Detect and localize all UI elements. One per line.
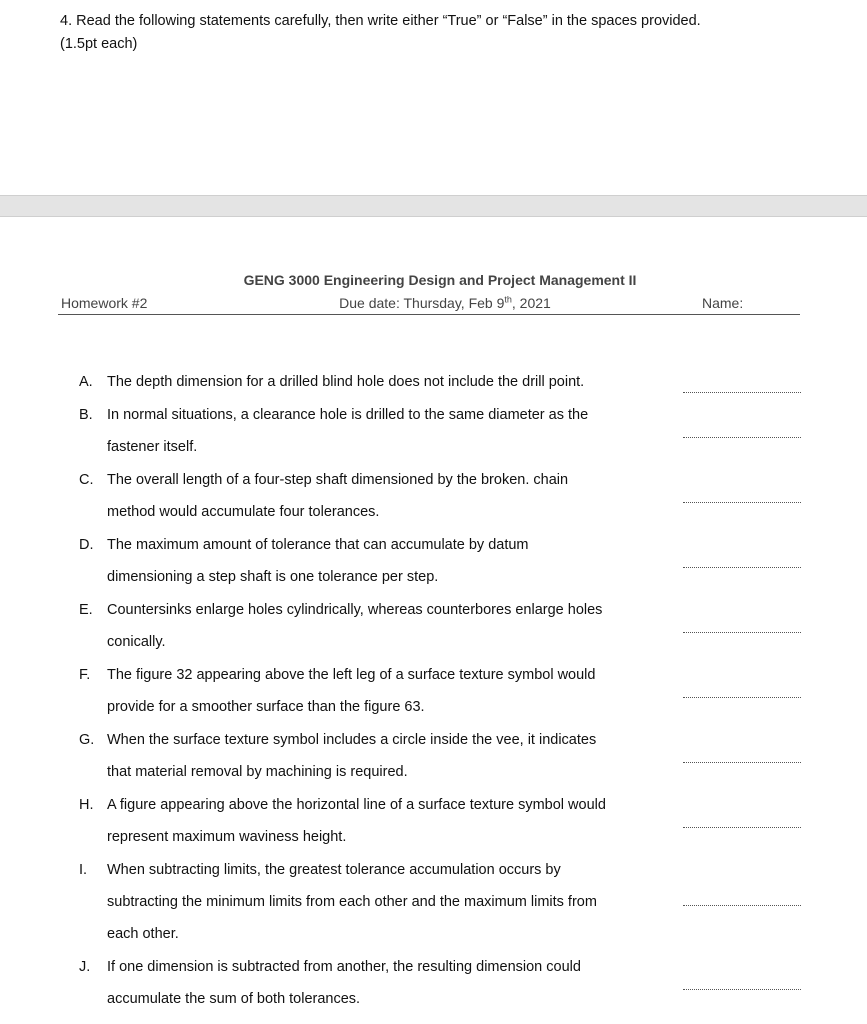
question-text: dimensioning a step shaft is one tolerance per step. xyxy=(107,569,439,585)
question-text: Countersinks enlarge holes cylindrically, whereas counterbores enlarge holes xyxy=(107,602,603,618)
page-separator xyxy=(0,195,867,217)
answer-blank[interactable] xyxy=(683,437,801,438)
question-letter: J. xyxy=(79,959,91,975)
question-letter: C. xyxy=(79,472,94,488)
instructions xyxy=(60,10,840,56)
question-text: The overall length of a four-step shaft dimensioned by the broken. chain xyxy=(107,472,569,488)
answer-blank[interactable] xyxy=(683,762,801,763)
question-text: accumulate the sum of both tolerances. xyxy=(107,991,361,1007)
question-letter: F. xyxy=(79,667,91,683)
question-text: represent maximum waviness height. xyxy=(107,829,347,845)
answer-blank[interactable] xyxy=(683,502,801,503)
header-divider xyxy=(58,314,800,315)
due-date-year: , 2021 xyxy=(511,295,551,311)
question-text: fastener itself. xyxy=(107,439,198,455)
question-letter: I. xyxy=(79,862,88,878)
question-text: A figure appearing above the horizontal line of a surface texture symbol would xyxy=(107,797,606,813)
instructions-line-1: 4. Read the following statements carefully, then write either “True” or “False” in the spaces provided. xyxy=(60,13,701,29)
question-text: The maximum amount of tolerance that can accumulate by datum xyxy=(107,537,529,553)
question-text: that material removal by machining is required. xyxy=(107,764,408,780)
question-text: The figure 32 appearing above the left leg of a surface texture symbol would xyxy=(107,667,596,683)
answer-blank[interactable] xyxy=(683,905,801,906)
course-title: GENG 3000 Engineering Design and Project Management II xyxy=(243,272,637,288)
answer-blank[interactable] xyxy=(683,632,801,633)
question-text: each other. xyxy=(107,926,179,942)
due-date-ordinal: th xyxy=(504,294,512,305)
question-text: method would accumulate four tolerances. xyxy=(107,504,380,520)
answer-blank[interactable] xyxy=(683,697,801,698)
question-text: provide for a smoother surface than the figure 63. xyxy=(107,699,425,715)
question-text: When the surface texture symbol includes a circle inside the vee, it indicates xyxy=(107,732,597,748)
question-letter: E. xyxy=(79,602,93,618)
question-text: conically. xyxy=(107,634,166,650)
question-letter: H. xyxy=(79,797,94,813)
due-date xyxy=(220,295,670,311)
question-text: subtracting the minimum limits from each other and the maximum limits from xyxy=(107,894,597,910)
homework-label: Homework #2 xyxy=(61,295,148,311)
question-letter: G. xyxy=(79,732,95,748)
question-text: When subtracting limits, the greatest tolerance accumulation occurs by xyxy=(107,862,561,878)
question-letter: B. xyxy=(79,407,93,423)
answer-blank[interactable] xyxy=(683,392,801,393)
due-date-text: Due date: Thursday, Feb 9 xyxy=(339,295,505,311)
question-text: The depth dimension for a drilled blind hole does not include the drill point. xyxy=(107,374,585,390)
question-letter: D. xyxy=(79,537,94,553)
answer-blank[interactable] xyxy=(683,989,801,990)
name-label: Name: xyxy=(702,295,744,311)
question-text: In normal situations, a clearance hole is drilled to the same diameter as the xyxy=(107,407,589,423)
answer-blank[interactable] xyxy=(683,567,801,568)
question-text: If one dimension is subtracted from another, the resulting dimension could xyxy=(107,959,581,975)
answer-blank[interactable] xyxy=(683,827,801,828)
question-letter: A. xyxy=(79,374,93,390)
instructions-line-2: (1.5pt each) xyxy=(60,36,138,52)
